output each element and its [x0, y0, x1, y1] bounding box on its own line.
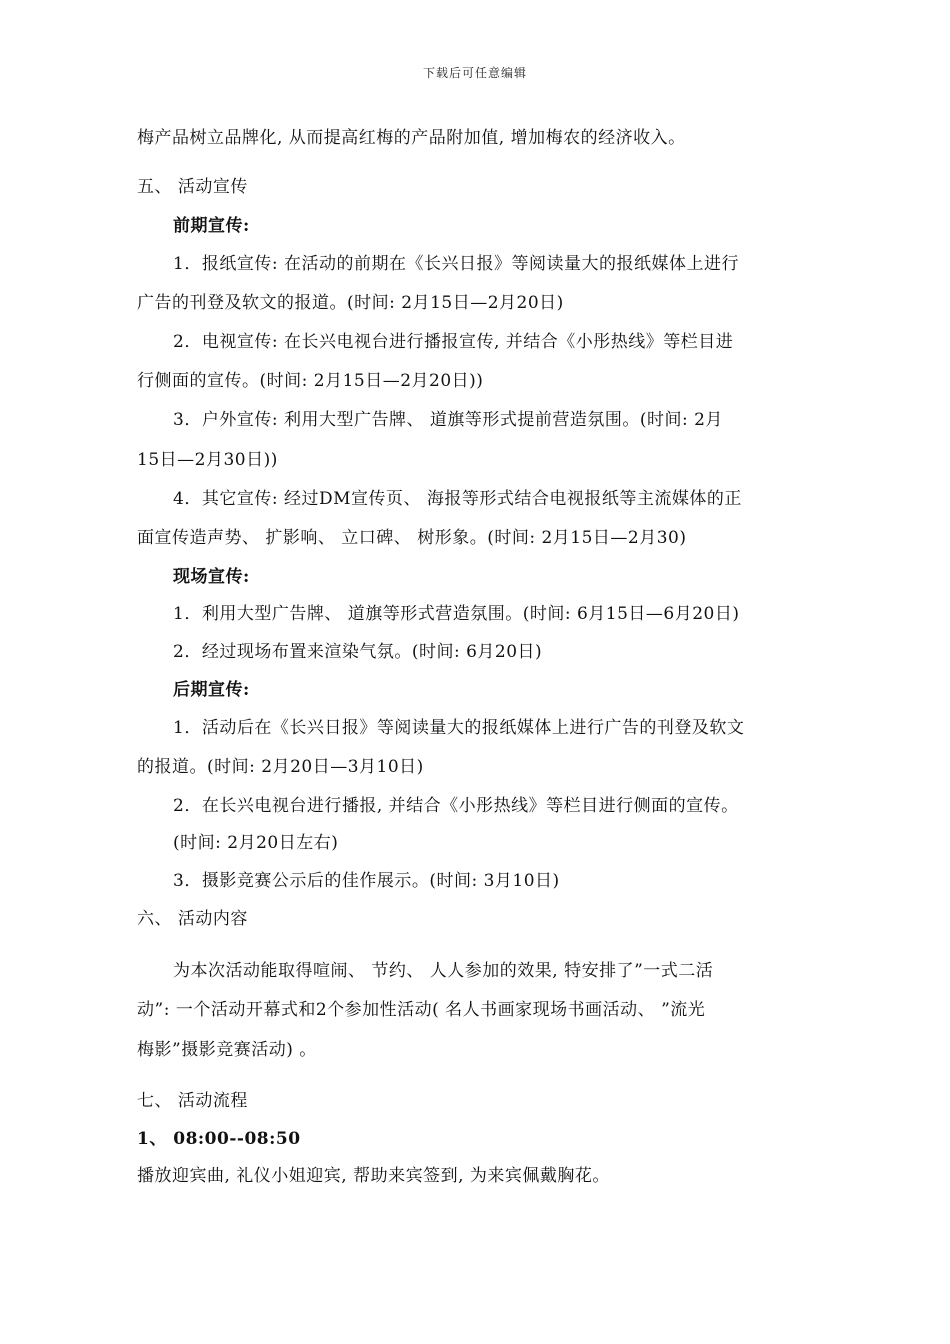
- body-line: 为本次活动能取得喧闹、 节约、 人人参加的效果, 特安排了”一式二活: [173, 961, 714, 981]
- section-heading: 七、 活动流程: [137, 1091, 248, 1111]
- body-line: 面宣传造声势、 扩影响、 立口碑、 树形象。(时间: 2月15日—2月30): [137, 528, 687, 548]
- body-line: 梅影”摄影竞赛活动) 。: [137, 1040, 317, 1060]
- subheading: 前期宣传:: [173, 216, 250, 236]
- body-line: 动”: 一个活动开幕式和2个参加性活动( 名人书画家现场书画活动、 ”流光: [137, 1000, 706, 1020]
- body-line: 广告的刊登及软文的报道。(时间: 2月15日—2月20日): [137, 293, 564, 313]
- section-heading: 五、 活动宣传: [137, 177, 248, 197]
- body-line: 1．报纸宣传: 在活动的前期在《长兴日报》等阅读量大的报纸媒体上进行: [173, 254, 739, 274]
- body-line: 2．电视宣传: 在长兴电视台进行播报宣传, 并结合《小彤热线》等栏目进: [173, 332, 734, 352]
- body-line: 3．户外宣传: 利用大型广告牌、 道旗等形式提前营造氛围。(时间: 2月: [173, 410, 723, 430]
- body-line: 的报道。(时间: 2月20日—3月10日): [137, 757, 424, 777]
- section-heading: 六、 活动内容: [137, 909, 248, 929]
- page-header: 下载后可任意编辑: [422, 66, 527, 80]
- body-line: 梅产品树立品牌化, 从而提高红梅的产品附加值, 增加梅农的经济收入。: [137, 128, 686, 148]
- body-line: 1．利用大型广告牌、 道旗等形式营造氛围。(时间: 6月15日—6月20日): [173, 604, 740, 624]
- body-line: 1．活动后在《长兴日报》等阅读量大的报纸媒体上进行广告的刊登及软文: [173, 718, 745, 738]
- body-line: 2．在长兴电视台进行播报, 并结合《小彤热线》等栏目进行侧面的宣传。: [173, 796, 739, 816]
- body-line: (时间: 2月20日左右): [173, 833, 339, 853]
- body-line: 行侧面的宣传。(时间: 2月15日—2月20日)): [137, 371, 484, 391]
- body-line: 3．摄影竞赛公示后的佳作展示。(时间: 3月10日): [173, 871, 560, 891]
- body-line: 2．经过现场布置来渲染气氛。(时间: 6月20日): [173, 642, 543, 662]
- schedule-time: 1、 08:00--08:50: [137, 1129, 301, 1149]
- body-line: 4．其它宣传: 经过DM宣传页、 海报等形式结合电视报纸等主流媒体的正: [173, 489, 742, 509]
- subheading: 后期宣传:: [173, 680, 250, 700]
- body-line: 15日—2月30日)): [137, 450, 278, 470]
- body-line: 播放迎宾曲, 礼仪小姐迎宾, 帮助来宾签到, 为来宾佩戴胸花。: [137, 1166, 610, 1186]
- subheading: 现场宣传:: [173, 567, 250, 587]
